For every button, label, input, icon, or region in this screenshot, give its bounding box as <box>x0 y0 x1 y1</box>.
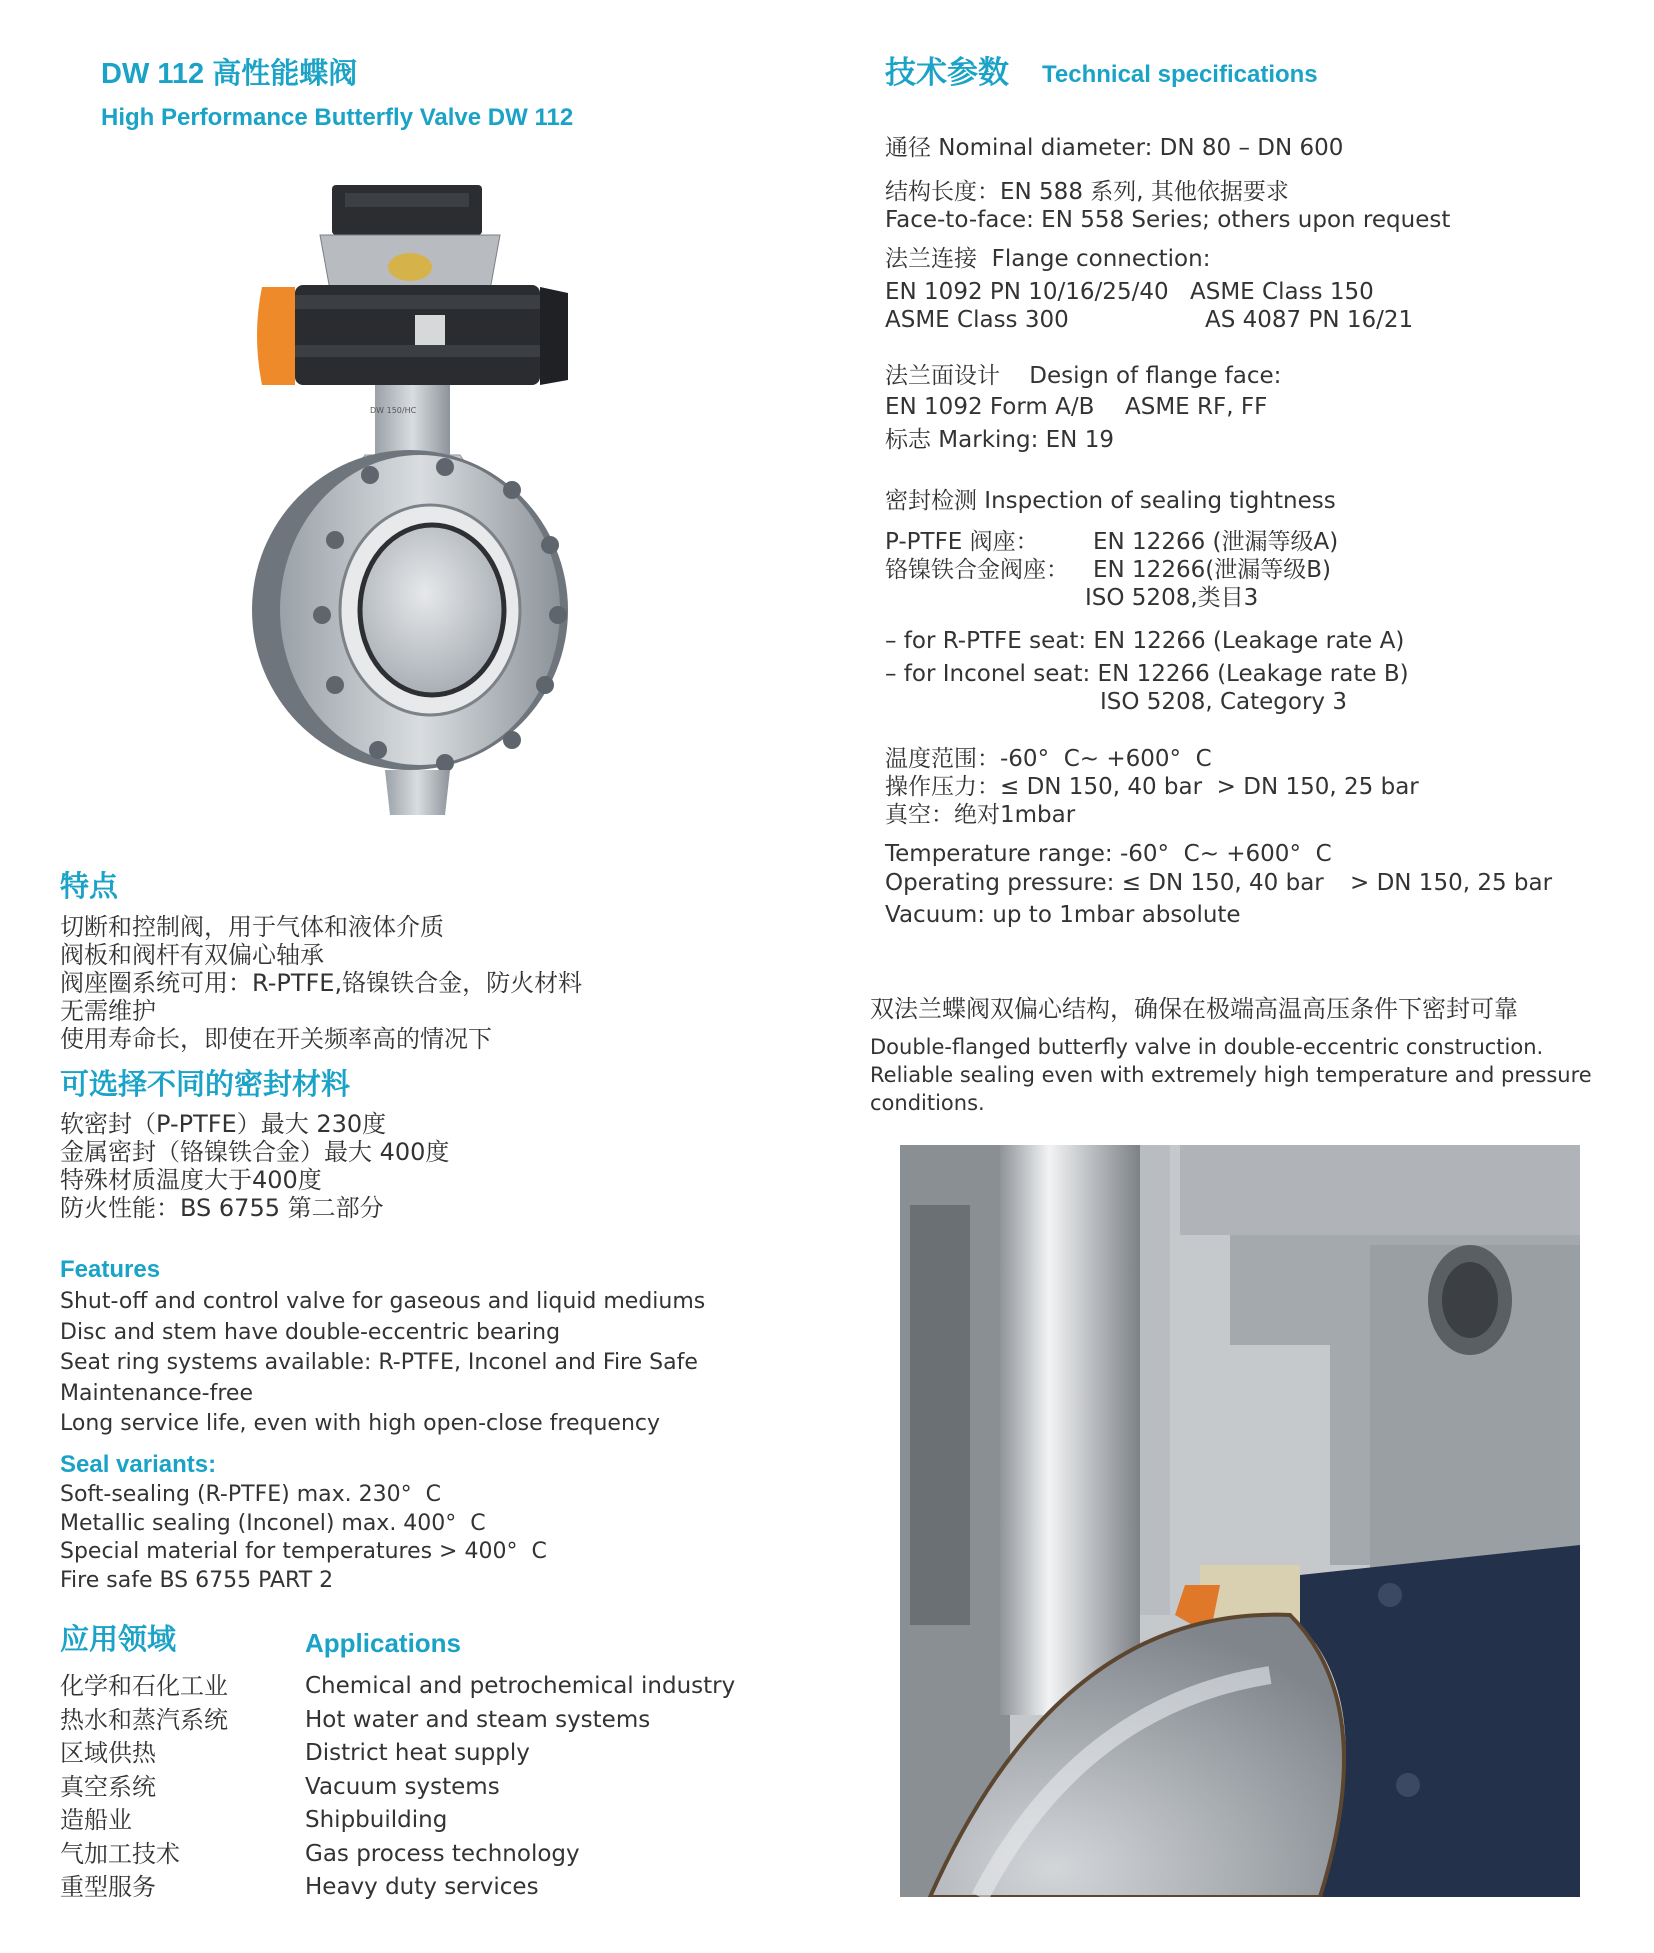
list-item: Metallic sealing (Inconel) max. 400° C <box>60 1510 486 1536</box>
list-item: Shut-off and control valve for gaseous and liquid mediums <box>60 1289 706 1314</box>
spec-insp-cn-2a: 铬镍铁合金阀座： <box>885 557 1069 583</box>
spec-nominal: 通径 Nominal diameter: DN 80 – DN 600 <box>885 135 1344 161</box>
spec-insp-cn-2b: EN 12266(泄漏等级B) <box>1093 557 1331 583</box>
applications-en-list <box>305 1670 735 1905</box>
list-item: 软密封（P-PTFE）最大 230度 <box>60 1110 387 1138</box>
spec-flange-1b: ASME Class 150 <box>1190 279 1374 305</box>
list-item: 热水和蒸汽系统 <box>60 1705 228 1734</box>
spec-flange-heading: 法兰连接 Flange connection: <box>885 246 1211 272</box>
list-item: 切断和控制阀，用于气体和液体介质 <box>60 913 444 941</box>
features-en-heading: Features <box>60 1256 161 1283</box>
list-item: 特殊材质温度大于400度 <box>60 1166 322 1194</box>
list-item: Hot water and steam systems <box>305 1706 651 1733</box>
list-item: District heat supply <box>305 1740 530 1766</box>
caption-cn: 双法兰蝶阀双偏心结构，确保在极端高温高压条件下密封可靠 <box>870 995 1518 1023</box>
list-item: Chemical and petrochemical industry <box>305 1673 736 1699</box>
list-item: 真空系统 <box>60 1772 156 1801</box>
applications-cn-list <box>60 1670 228 1905</box>
seal-en-heading: Seal variants: <box>60 1451 217 1478</box>
list-item: 金属密封（铬镍铁合金）最大 400度 <box>60 1138 450 1166</box>
applications-cn-heading: 应用领域 <box>60 1624 177 1656</box>
spec-temp-en: Temperature range: -60° C~ +600° C <box>885 841 1332 867</box>
specs-heading-cn: 技术参数 <box>885 55 1009 90</box>
list-item: 防火性能：BS 6755 第二部分 <box>60 1194 384 1222</box>
spec-insp-cn-1b: EN 12266 (泄漏等级A) <box>1093 529 1339 555</box>
spec-press-en-a: Operating pressure: ≤ DN 150, 40 bar <box>885 870 1324 896</box>
spec-face-a: EN 1092 Form A/B <box>885 394 1095 420</box>
list-item: 阀板和阀杆有双偏心轴承 <box>60 941 324 969</box>
title-cn: DW 112 高性能蝶阀 <box>101 58 358 90</box>
spec-f2f-cn: 结构长度：EN 588 系列, 其他依据要求 <box>885 179 1289 205</box>
list-item: 造船业 <box>60 1806 132 1834</box>
features-en-list <box>60 1287 705 1440</box>
seal-cn-list <box>60 1110 449 1222</box>
title-en: High Performance Butterfly Valve DW 112 <box>101 104 574 131</box>
list-item: Fire safe BS 6755 PART 2 <box>60 1567 334 1593</box>
list-item: Seat ring systems available: R-PTFE, Inconel and Fire Safe <box>60 1350 698 1375</box>
list-item: Vacuum systems <box>305 1773 500 1800</box>
applications-en-heading: Applications <box>305 1628 462 1658</box>
caption-en-line: Reliable sealing even with extremely high temperature and pressure <box>870 1063 1592 1087</box>
list-item: 区域供热 <box>60 1739 156 1767</box>
spec-f2f-en: Face-to-face: EN 558 Series; others upon request <box>885 207 1451 233</box>
spec-inspection-heading: 密封检测 Inspection of sealing tightness <box>885 488 1336 514</box>
features-cn-heading: 特点 <box>60 871 119 903</box>
spec-temp-cn: 温度范围：-60° C~ +600° C <box>885 746 1212 772</box>
spec-face-heading: 法兰面设计 Design of flange face: <box>885 363 1282 389</box>
spec-press-en-b: > DN 150, 25 bar <box>1350 870 1553 896</box>
list-item: Disc and stem have double-eccentric bearing <box>60 1319 561 1345</box>
spec-press-cn: 操作压力：≤ DN 150, 40 bar > DN 150, 25 bar <box>885 774 1419 800</box>
spec-marking: 标志 Marking: EN 19 <box>885 427 1114 453</box>
list-item: Heavy duty services <box>305 1874 539 1900</box>
list-item: 无需维护 <box>60 997 156 1025</box>
spec-flange-1a: EN 1092 PN 10/16/25/40 <box>885 279 1169 305</box>
list-item: 重型服务 <box>60 1873 156 1901</box>
spec-vac-cn: 真空：绝对1mbar <box>885 802 1076 828</box>
spec-insp-en-1: – for R-PTFE seat: EN 12266 (Leakage rate A) <box>885 628 1405 654</box>
list-item: Gas process technology <box>305 1840 580 1867</box>
spec-insp-en-2: – for Inconel seat: EN 12266 (Leakage rate B) <box>885 661 1409 687</box>
spec-insp-cn-3: ISO 5208,类目3 <box>1085 585 1259 611</box>
list-item: 阀座圈系统可用：R-PTFE,铬镍铁合金，防火材料 <box>60 969 583 997</box>
caption-en-line: conditions. <box>870 1091 985 1115</box>
spec-flange-2b: AS 4087 PN 16/21 <box>1205 307 1414 333</box>
list-item: Shipbuilding <box>305 1807 448 1833</box>
list-item: Maintenance-free <box>60 1380 253 1406</box>
list-item: Special material for temperatures > 400° C <box>60 1539 547 1564</box>
features-cn-list <box>60 913 582 1053</box>
spec-insp-cn-1a: P-PTFE 阀座： <box>885 529 1039 555</box>
spec-insp-en-3: ISO 5208, Category 3 <box>1100 689 1347 715</box>
seal-en-list <box>60 1481 547 1595</box>
valve-cutaway-image <box>900 1145 1580 1897</box>
spec-face-b: ASME RF, FF <box>1125 394 1268 420</box>
specs-heading-en: Technical specifications <box>1042 61 1318 88</box>
caption-en-line: Double-flanged butterfly valve in double-eccentric construction. <box>870 1035 1544 1059</box>
list-item: 气加工技术 <box>60 1839 180 1868</box>
list-item: Soft-sealing (R-PTFE) max. 230° C <box>60 1482 441 1507</box>
list-item: 化学和石化工业 <box>60 1672 228 1700</box>
caption-en <box>870 1033 1592 1117</box>
spec-flange-2a: ASME Class 300 <box>885 307 1069 333</box>
seal-cn-heading: 可选择不同的密封材料 <box>60 1069 351 1101</box>
valve-label: DW 150/HC <box>370 406 417 415</box>
list-item: Long service life, even with high open-close frequency <box>60 1411 661 1436</box>
valve-product-image <box>250 175 580 885</box>
spec-vac-en: Vacuum: up to 1mbar absolute <box>885 902 1241 928</box>
list-item: 使用寿命长，即使在开关频率高的情况下 <box>60 1025 492 1053</box>
